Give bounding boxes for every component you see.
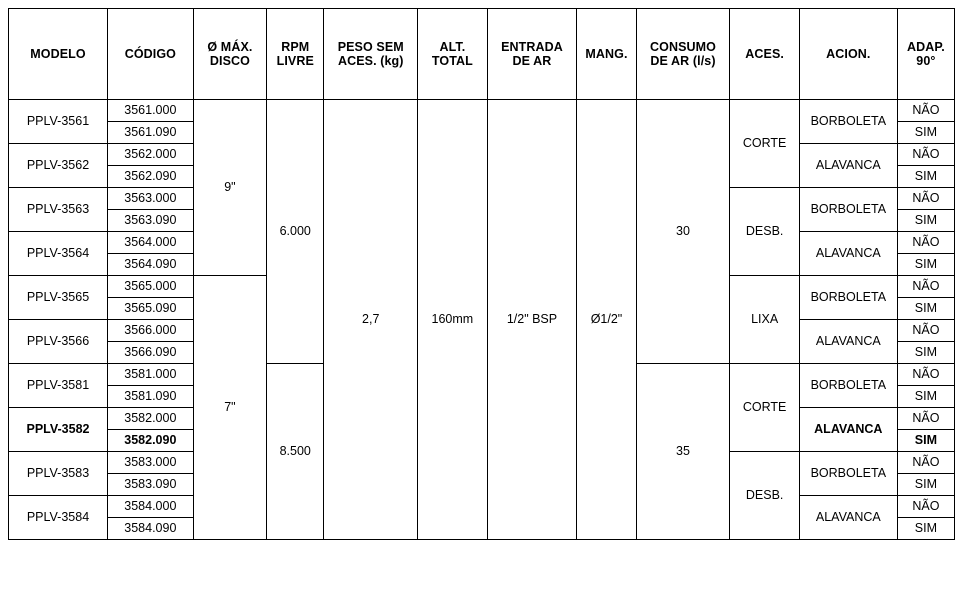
cell-acion-alavanca-2: ALAVANCA	[799, 232, 897, 276]
header-peso-line2: ACES. (kg)	[337, 54, 404, 68]
cell-codigo: 3583.090	[107, 474, 193, 496]
cell-modelo: PPLV-3581	[9, 364, 108, 408]
header-rpm-livre	[267, 9, 324, 100]
cell-codigo: 3562.000	[107, 144, 193, 166]
cell-codigo: 3566.000	[107, 320, 193, 342]
cell-modelo: PPLV-3562	[9, 144, 108, 188]
cell-modelo: PPLV-3563	[9, 188, 108, 232]
cell-modelo: PPLV-3564	[9, 232, 108, 276]
table-row	[9, 100, 955, 122]
cell-codigo: 3563.090	[107, 210, 193, 232]
cell-codigo: 3565.090	[107, 298, 193, 320]
cell-aces-corte-1: CORTE	[730, 100, 799, 188]
cell-adap: NÃO	[897, 232, 954, 254]
cell-adap: NÃO	[897, 452, 954, 474]
cell-alt-total: 160mm	[418, 100, 487, 540]
cell-adap: NÃO	[897, 320, 954, 342]
header-alt-line1: ALT.	[439, 39, 466, 54]
header-consumo-ar	[636, 9, 730, 100]
cell-adap: SIM	[897, 298, 954, 320]
cell-codigo: 3584.090	[107, 518, 193, 540]
cell-peso: 2,7	[324, 100, 418, 540]
cell-acion-alavanca-3: ALAVANCA	[799, 320, 897, 364]
header-adap-line2: 90°	[916, 54, 936, 68]
cell-codigo: 3564.090	[107, 254, 193, 276]
cell-consumo-30: 30	[636, 100, 730, 364]
cell-adap: NÃO	[897, 408, 954, 430]
header-consumo-line2: DE AR (l/s)	[650, 54, 716, 68]
header-altura-total	[418, 9, 487, 100]
cell-modelo-highlight: PPLV-3582	[9, 408, 108, 452]
cell-aces-desb-2: DESB.	[730, 452, 799, 540]
cell-acion-borboleta-1: BORBOLETA	[799, 100, 897, 144]
cell-rpm-8500: 8.500	[267, 364, 324, 540]
header-adap-line1: ADAP.	[907, 39, 945, 54]
cell-modelo: PPLV-3584	[9, 496, 108, 540]
cell-adap: SIM	[897, 474, 954, 496]
cell-codigo: 3563.000	[107, 188, 193, 210]
cell-aces-desb-1: DESB.	[730, 188, 799, 276]
cell-adap: SIM	[897, 210, 954, 232]
header-disco-line1: Ø MÁX.	[207, 39, 253, 54]
cell-mang: Ø1/2"	[577, 100, 636, 540]
cell-disco-7: 7"	[193, 276, 266, 540]
header-disco-line2: DISCO	[209, 54, 250, 68]
header-rpm-line1: RPM	[281, 39, 310, 54]
header-peso-line1: PESO SEM	[337, 39, 404, 54]
cell-adap: NÃO	[897, 364, 954, 386]
cell-acion-borboleta-2: BORBOLETA	[799, 188, 897, 232]
cell-adap: NÃO	[897, 188, 954, 210]
cell-acion-alavanca-5: ALAVANCA	[799, 496, 897, 540]
header-codigo	[107, 9, 193, 100]
header-entrada-ar	[487, 9, 577, 100]
header-peso	[324, 9, 418, 100]
cell-codigo-highlight: 3582.090	[107, 430, 193, 452]
cell-disco-9: 9"	[193, 100, 266, 276]
header-entrada-line1: ENTRADA	[501, 39, 563, 54]
cell-adap: NÃO	[897, 496, 954, 518]
specifications-table	[8, 8, 955, 540]
cell-codigo: 3581.000	[107, 364, 193, 386]
cell-modelo: PPLV-3565	[9, 276, 108, 320]
header-adaptador	[897, 9, 954, 100]
cell-rpm-6000: 6.000	[267, 100, 324, 364]
cell-adap: SIM	[897, 386, 954, 408]
cell-codigo: 3584.000	[107, 496, 193, 518]
cell-modelo: PPLV-3566	[9, 320, 108, 364]
cell-entrada-ar: 1/2" BSP	[487, 100, 577, 540]
cell-aces-lixa: LIXA	[730, 276, 799, 364]
header-modelo-line1: MODELO	[30, 46, 86, 61]
cell-codigo: 3582.000	[107, 408, 193, 430]
header-aces-line1: ACES.	[745, 46, 784, 61]
cell-adap: SIM	[897, 254, 954, 276]
cell-codigo: 3566.090	[107, 342, 193, 364]
header-consumo-line1: CONSUMO	[650, 39, 716, 54]
header-acessorio	[730, 9, 799, 100]
cell-adap: NÃO	[897, 144, 954, 166]
header-entrada-line2: DE AR	[512, 54, 552, 68]
header-diametro-disco	[193, 9, 266, 100]
cell-adap: SIM	[897, 166, 954, 188]
header-modelo	[9, 9, 108, 100]
header-alt-line2: TOTAL	[431, 54, 473, 68]
table-header-row	[9, 9, 955, 100]
header-acion-line1: ACION.	[826, 46, 871, 61]
cell-acion-borboleta-4: BORBOLETA	[799, 364, 897, 408]
cell-adap: NÃO	[897, 276, 954, 298]
header-codigo-line1: CÓDIGO	[124, 46, 176, 61]
cell-adap-highlight: SIM	[897, 430, 954, 452]
cell-adap: SIM	[897, 518, 954, 540]
cell-aces-corte-2: CORTE	[730, 364, 799, 452]
cell-codigo: 3561.090	[107, 122, 193, 144]
header-rpm-line2: LIVRE	[276, 54, 314, 68]
cell-codigo: 3565.000	[107, 276, 193, 298]
cell-codigo: 3581.090	[107, 386, 193, 408]
cell-adap: SIM	[897, 342, 954, 364]
cell-codigo: 3583.000	[107, 452, 193, 474]
cell-acion-alavanca-1: ALAVANCA	[799, 144, 897, 188]
cell-modelo: PPLV-3561	[9, 100, 108, 144]
cell-acion-borboleta-5: BORBOLETA	[799, 452, 897, 496]
header-mangueira	[577, 9, 636, 100]
header-mang-line1: MANG.	[585, 46, 628, 61]
header-acionamento	[799, 9, 897, 100]
cell-acion-alavanca-highlight: ALAVANCA	[799, 408, 897, 452]
cell-adap: NÃO	[897, 100, 954, 122]
cell-codigo: 3564.000	[107, 232, 193, 254]
cell-acion-borboleta-3: BORBOLETA	[799, 276, 897, 320]
cell-codigo: 3562.090	[107, 166, 193, 188]
cell-modelo: PPLV-3583	[9, 452, 108, 496]
cell-consumo-35: 35	[636, 364, 730, 540]
cell-codigo: 3561.000	[107, 100, 193, 122]
cell-adap: SIM	[897, 122, 954, 144]
